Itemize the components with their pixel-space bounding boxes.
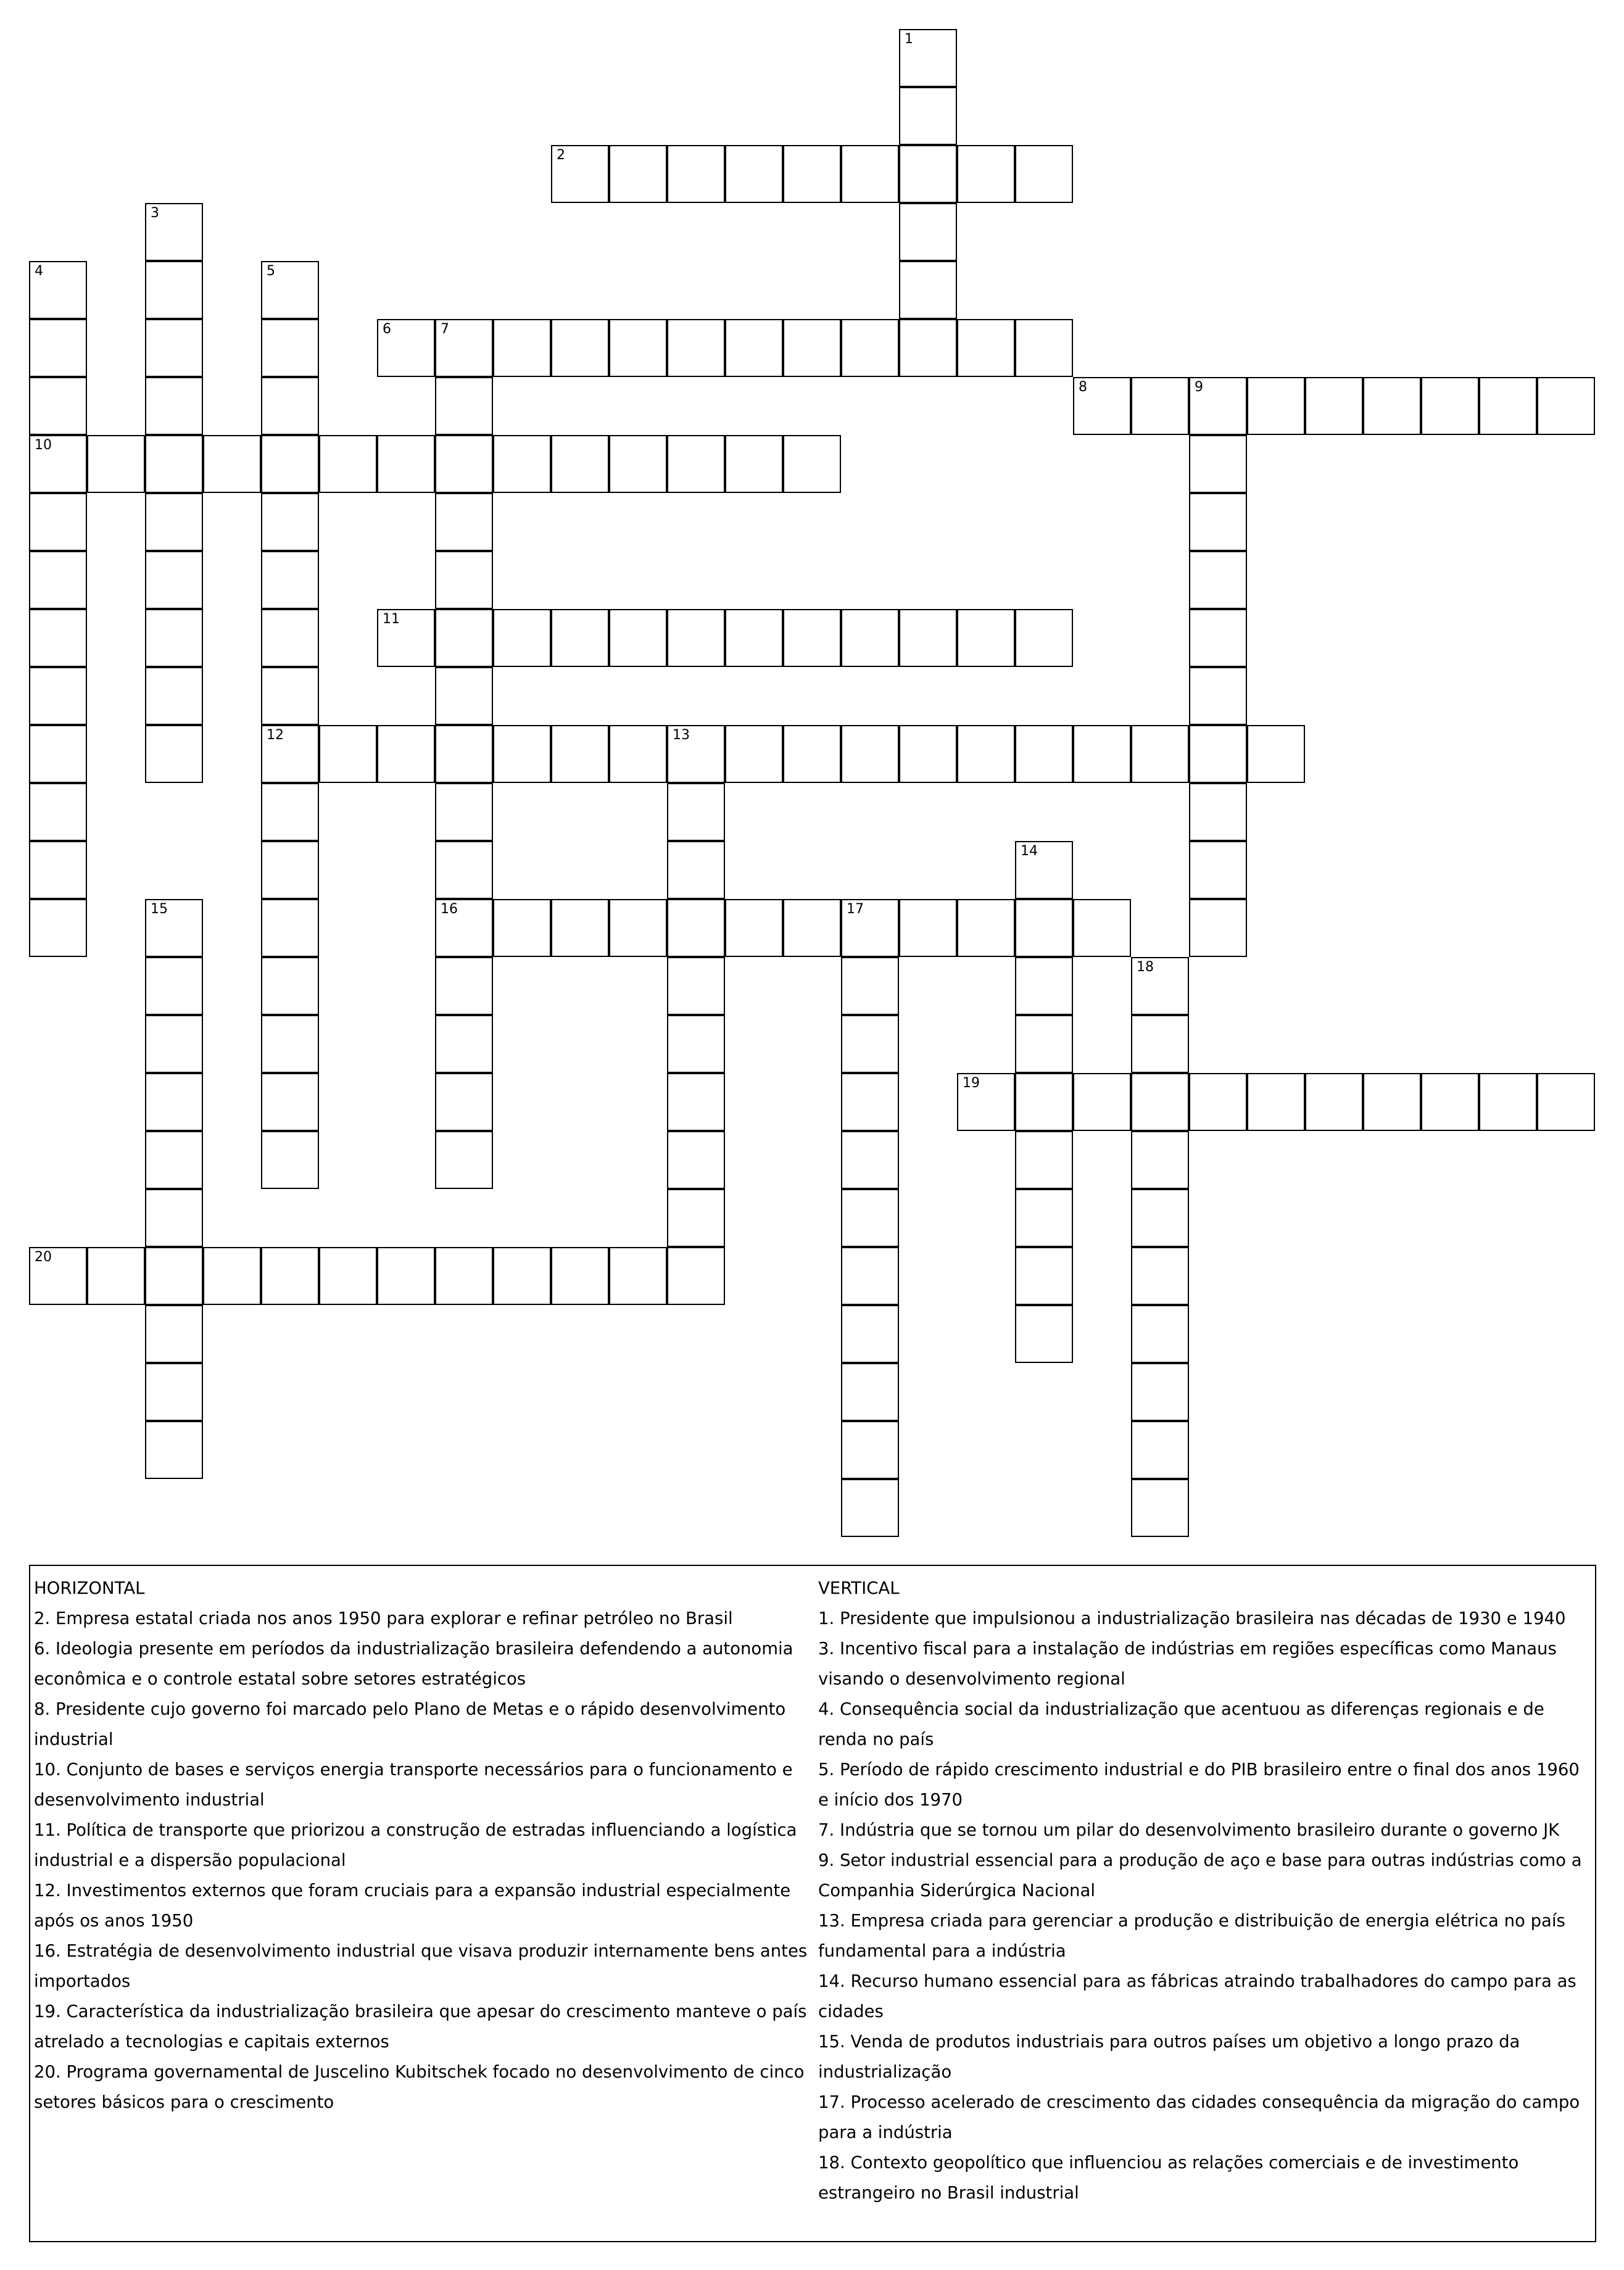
clue-number: 8 xyxy=(1079,379,1087,395)
crossword-cell[interactable] xyxy=(29,667,87,725)
crossword-cell[interactable] xyxy=(1131,1131,1189,1189)
crossword-cell[interactable] xyxy=(1015,1015,1073,1073)
crossword-cell[interactable] xyxy=(493,1247,551,1305)
crossword-cell[interactable] xyxy=(899,609,957,667)
crossword-cell[interactable] xyxy=(667,841,725,899)
clue-number: 3 xyxy=(151,205,159,221)
crossword-cell[interactable] xyxy=(29,377,87,435)
crossword-cell[interactable] xyxy=(1189,899,1247,957)
crossword-cell[interactable] xyxy=(841,1189,899,1247)
crossword-cell[interactable] xyxy=(203,1247,261,1305)
crossword-cell[interactable] xyxy=(1015,1305,1073,1363)
crossword-cell[interactable] xyxy=(261,1131,319,1189)
crossword-cell[interactable] xyxy=(435,1015,493,1073)
crossword-cell[interactable] xyxy=(957,725,1015,783)
crossword-cell[interactable] xyxy=(609,725,667,783)
crossword-cell[interactable] xyxy=(667,1247,725,1305)
crossword-cell[interactable] xyxy=(1015,957,1073,1015)
crossword-cell[interactable] xyxy=(725,609,783,667)
crossword-cell[interactable] xyxy=(899,319,957,377)
crossword-cell[interactable] xyxy=(1015,1189,1073,1247)
crossword-cell[interactable] xyxy=(841,1479,899,1537)
clue-v-13: 13. Empresa criada para gerenciar a produção e distribuição de energia elétrica no país fundamental para a indústria xyxy=(818,1911,1565,1961)
crossword-cell[interactable] xyxy=(435,725,493,783)
clue-h-10: 10. Conjunto de bases e serviços energia transporte necessários para o funcionamento e desenvolvimento industrial xyxy=(34,1760,793,1810)
clue-number: 5 xyxy=(267,263,275,279)
crossword-cell[interactable] xyxy=(145,1305,203,1363)
crossword-cell[interactable] xyxy=(435,783,493,841)
crossword-cell[interactable] xyxy=(261,551,319,609)
crossword-cell[interactable] xyxy=(841,609,899,667)
crossword-cell-2[interactable] xyxy=(551,145,609,203)
clue-number: 18 xyxy=(1137,959,1154,975)
crossword-cell[interactable] xyxy=(145,1247,203,1305)
crossword-cell[interactable] xyxy=(261,1247,319,1305)
clue-v-9: 9. Setor industrial essencial para a produção de aço e base para outras indústrias como a Companhia Siderúrgica Nacional xyxy=(818,1850,1582,1900)
crossword-cell-20[interactable] xyxy=(29,1247,87,1305)
clue-v-15: 15. Venda de produtos industriais para outros países um objetivo a longo prazo da industrialização xyxy=(818,2032,1520,2082)
crossword-cell[interactable] xyxy=(1479,1073,1537,1131)
horizontal-clues xyxy=(34,1573,814,2118)
crossword-cell[interactable] xyxy=(1131,725,1189,783)
crossword-cell-18[interactable] xyxy=(1131,957,1189,1015)
crossword-cell[interactable] xyxy=(493,725,551,783)
crossword-cell[interactable] xyxy=(145,551,203,609)
crossword-cell[interactable] xyxy=(145,377,203,435)
clue-number: 11 xyxy=(383,611,400,627)
vertical-clues xyxy=(818,1573,1594,2208)
crossword-cell[interactable] xyxy=(841,1363,899,1421)
crossword-cell[interactable] xyxy=(261,609,319,667)
crossword-cell[interactable] xyxy=(1073,1073,1131,1131)
crossword-cell-3[interactable] xyxy=(145,203,203,261)
crossword-cell[interactable] xyxy=(1189,667,1247,725)
crossword-cell[interactable] xyxy=(1189,551,1247,609)
crossword-cell[interactable] xyxy=(667,1189,725,1247)
crossword-cell[interactable] xyxy=(29,783,87,841)
clue-v-4: 4. Consequência social da industrialização que acentuou as diferenças regionais e de renda no país xyxy=(818,1699,1544,1749)
crossword-cell[interactable] xyxy=(493,609,551,667)
clue-number: 2 xyxy=(557,147,565,163)
crossword-cell-7[interactable] xyxy=(435,319,493,377)
clue-number: 7 xyxy=(441,321,449,337)
crossword-cell[interactable] xyxy=(667,1131,725,1189)
crossword-cell[interactable] xyxy=(435,609,493,667)
crossword-cell[interactable] xyxy=(29,725,87,783)
crossword-cell[interactable] xyxy=(1305,377,1363,435)
crossword-cell[interactable] xyxy=(435,667,493,725)
crossword-cell[interactable] xyxy=(667,899,725,957)
clue-v-17: 17. Processo acelerado de crescimento das cidades consequência da migração do campo para a indústria xyxy=(818,2092,1580,2142)
crossword-cell[interactable] xyxy=(261,783,319,841)
crossword-cell-5[interactable] xyxy=(261,261,319,319)
crossword-cell[interactable] xyxy=(435,1131,493,1189)
crossword-cell[interactable] xyxy=(899,203,957,261)
clue-number: 6 xyxy=(383,321,391,337)
crossword-cell[interactable] xyxy=(203,435,261,493)
crossword-cell[interactable] xyxy=(551,899,609,957)
crossword-cell[interactable] xyxy=(145,609,203,667)
crossword-cell[interactable] xyxy=(551,609,609,667)
crossword-cell[interactable] xyxy=(899,87,957,145)
crossword-cell[interactable] xyxy=(899,725,957,783)
clue-h-16: 16. Estratégia de desenvolvimento industrial que visava produzir internamente bens antes importados xyxy=(34,1941,808,1991)
crossword-cell[interactable] xyxy=(145,435,203,493)
crossword-cell[interactable] xyxy=(1421,377,1479,435)
crossword-cell[interactable] xyxy=(783,609,841,667)
crossword-cell[interactable] xyxy=(899,261,957,319)
clue-h-11: 11. Política de transporte que priorizou a construção de estradas influenciando a logística industrial e a dispersão populacional xyxy=(34,1820,797,1870)
clue-h-12: 12. Investimentos externos que foram cruciais para a expansão industrial especialmente após os anos 1950 xyxy=(34,1881,791,1931)
crossword-cell-8[interactable] xyxy=(1073,377,1131,435)
crossword-cell[interactable] xyxy=(435,551,493,609)
crossword-cell[interactable] xyxy=(1131,1421,1189,1479)
crossword-cell[interactable] xyxy=(1189,725,1247,783)
clue-number: 9 xyxy=(1195,379,1203,395)
crossword-cell[interactable] xyxy=(1015,1073,1073,1131)
crossword-cell[interactable] xyxy=(899,899,957,957)
crossword-cell[interactable] xyxy=(145,1073,203,1131)
crossword-cell-12[interactable] xyxy=(261,725,319,783)
crossword-cell[interactable] xyxy=(1015,1247,1073,1305)
crossword-cell[interactable] xyxy=(261,319,319,377)
clue-number: 14 xyxy=(1021,843,1038,859)
crossword-cell[interactable] xyxy=(29,551,87,609)
crossword-cell[interactable] xyxy=(145,1421,203,1479)
clue-number: 17 xyxy=(847,901,864,917)
clue-h-19: 19. Característica da industrialização brasileira que apesar do crescimento manteve o país atrelado a tecnologias e capitais externos xyxy=(34,2002,807,2052)
crossword-cell[interactable] xyxy=(1363,1073,1421,1131)
crossword-cell[interactable] xyxy=(261,1073,319,1131)
clue-h-6: 6. Ideologia presente em períodos da industrialização brasileira defendendo a autonomia econômica e o controle estatal sobre setores estratégicos xyxy=(34,1639,793,1689)
crossword-cell[interactable] xyxy=(261,899,319,957)
crossword-cell[interactable] xyxy=(957,899,1015,957)
crossword-cell[interactable] xyxy=(87,1247,145,1305)
crossword-cell[interactable] xyxy=(29,319,87,377)
crossword-cell[interactable] xyxy=(609,1247,667,1305)
crossword-cell[interactable] xyxy=(841,1015,899,1073)
crossword-cell[interactable] xyxy=(145,957,203,1015)
clue-number: 4 xyxy=(35,263,43,279)
crossword-cell[interactable] xyxy=(667,1015,725,1073)
crossword-cell[interactable] xyxy=(1131,1015,1189,1073)
crossword-cell[interactable] xyxy=(261,957,319,1015)
crossword-cell[interactable] xyxy=(1189,609,1247,667)
clue-v-14: 14. Recurso humano essencial para as fábricas atraindo trabalhadores do campo para as cidades xyxy=(818,1971,1576,2021)
clue-v-1: 1. Presidente que impulsionou a industrialização brasileira nas décadas de 1930 e 1940 xyxy=(818,1609,1566,1628)
crossword-cell[interactable] xyxy=(1537,1073,1595,1131)
crossword-cell[interactable] xyxy=(319,435,377,493)
crossword-cell[interactable] xyxy=(261,377,319,435)
crossword-cell-14[interactable] xyxy=(1015,841,1073,899)
crossword-cell-16[interactable] xyxy=(435,899,493,957)
crossword-cell[interactable] xyxy=(841,1421,899,1479)
crossword-cell[interactable] xyxy=(1131,377,1189,435)
crossword-cell[interactable] xyxy=(1131,1305,1189,1363)
crossword-cell[interactable] xyxy=(609,145,667,203)
crossword-cell[interactable] xyxy=(1073,725,1131,783)
clue-box xyxy=(29,1565,1596,2242)
crossword-cell[interactable] xyxy=(1363,377,1421,435)
crossword-cell[interactable] xyxy=(1131,1073,1189,1131)
crossword-cell[interactable] xyxy=(841,319,899,377)
crossword-cell[interactable] xyxy=(261,841,319,899)
crossword-cell[interactable] xyxy=(725,899,783,957)
crossword-cell[interactable] xyxy=(841,1305,899,1363)
crossword-cell[interactable] xyxy=(29,609,87,667)
crossword-cell[interactable] xyxy=(1247,725,1305,783)
crossword-cell[interactable] xyxy=(1537,377,1595,435)
crossword-cell[interactable] xyxy=(1131,1189,1189,1247)
crossword-cell[interactable] xyxy=(435,841,493,899)
crossword-cell-4[interactable] xyxy=(29,261,87,319)
crossword-cell[interactable] xyxy=(1015,609,1073,667)
crossword-cell[interactable] xyxy=(87,435,145,493)
crossword-cell[interactable] xyxy=(435,377,493,435)
crossword-cell[interactable] xyxy=(261,667,319,725)
crossword-cell[interactable] xyxy=(1015,899,1073,957)
crossword-cell[interactable] xyxy=(261,493,319,551)
crossword-cell[interactable] xyxy=(1421,1073,1479,1131)
crossword-cell-9[interactable] xyxy=(1189,377,1247,435)
crossword-cell[interactable] xyxy=(145,667,203,725)
crossword-cell[interactable] xyxy=(435,493,493,551)
crossword-cell[interactable] xyxy=(1131,1363,1189,1421)
crossword-cell[interactable] xyxy=(493,899,551,957)
crossword-cell[interactable] xyxy=(609,319,667,377)
crossword-cell[interactable] xyxy=(957,145,1015,203)
crossword-cell[interactable] xyxy=(725,435,783,493)
clue-v-3: 3. Incentivo fiscal para a instalação de indústrias em regiões específicas como Manaus visando o desenvolvimento regional xyxy=(818,1639,1557,1689)
crossword-cell[interactable] xyxy=(435,957,493,1015)
crossword-cell[interactable] xyxy=(1015,319,1073,377)
crossword-cell[interactable] xyxy=(841,957,899,1015)
clue-number: 13 xyxy=(673,727,690,743)
crossword-cell[interactable] xyxy=(551,725,609,783)
crossword-cell[interactable] xyxy=(667,319,725,377)
crossword-cell[interactable] xyxy=(551,1247,609,1305)
crossword-cell[interactable] xyxy=(1479,377,1537,435)
crossword-cell[interactable] xyxy=(725,145,783,203)
crossword-cell[interactable] xyxy=(1131,1479,1189,1537)
crossword-cell-6[interactable] xyxy=(377,319,435,377)
crossword-cell[interactable] xyxy=(1015,145,1073,203)
crossword-cell[interactable] xyxy=(725,725,783,783)
crossword-cell[interactable] xyxy=(261,435,319,493)
crossword-cell[interactable] xyxy=(667,957,725,1015)
crossword-cell[interactable] xyxy=(667,1073,725,1131)
crossword-cell[interactable] xyxy=(1247,377,1305,435)
crossword-cell[interactable] xyxy=(609,899,667,957)
crossword-cell[interactable] xyxy=(145,1363,203,1421)
crossword-cell[interactable] xyxy=(1015,725,1073,783)
crossword-cell[interactable] xyxy=(725,319,783,377)
crossword-cell[interactable] xyxy=(551,319,609,377)
crossword-cell[interactable] xyxy=(261,1015,319,1073)
crossword-cell[interactable] xyxy=(841,1073,899,1131)
crossword-cell[interactable] xyxy=(145,1131,203,1189)
crossword-cell[interactable] xyxy=(493,319,551,377)
crossword-cell[interactable] xyxy=(435,1247,493,1305)
clue-v-7: 7. Indústria que se tornou um pilar do desenvolvimento brasileiro durante o governo JK xyxy=(818,1820,1560,1840)
crossword-cell[interactable] xyxy=(29,841,87,899)
crossword-cell[interactable] xyxy=(145,725,203,783)
crossword-cell[interactable] xyxy=(435,435,493,493)
crossword-cell[interactable] xyxy=(783,899,841,957)
crossword-cell[interactable] xyxy=(493,435,551,493)
crossword-cell[interactable] xyxy=(841,145,899,203)
crossword-cell[interactable] xyxy=(667,145,725,203)
crossword-cell[interactable] xyxy=(841,1247,899,1305)
crossword-cell[interactable] xyxy=(145,261,203,319)
crossword-cell[interactable] xyxy=(609,435,667,493)
crossword-cell[interactable] xyxy=(145,493,203,551)
clue-number: 12 xyxy=(267,727,284,743)
crossword-cell[interactable] xyxy=(1073,899,1131,957)
crossword-cell[interactable] xyxy=(667,609,725,667)
crossword-cell[interactable] xyxy=(377,1247,435,1305)
crossword-cell-10[interactable] xyxy=(29,435,87,493)
crossword-cell[interactable] xyxy=(377,435,435,493)
crossword-cell-17[interactable] xyxy=(841,899,899,957)
clue-h-20: 20. Programa governamental de Juscelino Kubitschek focado no desenvolvimento de cinco setores básicos para o crescimento xyxy=(34,2062,805,2112)
crossword-cell[interactable] xyxy=(1305,1073,1363,1131)
crossword-cell[interactable] xyxy=(1189,1073,1247,1131)
crossword-cell[interactable] xyxy=(609,609,667,667)
clue-h-2: 2. Empresa estatal criada nos anos 1950 para explorar e refinar petróleo no Brasil xyxy=(34,1609,733,1628)
crossword-cell[interactable] xyxy=(377,725,435,783)
clue-h-8: 8. Presidente cujo governo foi marcado pelo Plano de Metas e o rápido desenvolvimento industrial xyxy=(34,1699,786,1749)
crossword-cell[interactable] xyxy=(783,725,841,783)
crossword-cell-1[interactable] xyxy=(899,29,957,87)
crossword-cell[interactable] xyxy=(783,145,841,203)
crossword-cell[interactable] xyxy=(957,609,1015,667)
clue-number: 1 xyxy=(905,31,913,47)
crossword-cell[interactable] xyxy=(29,899,87,957)
crossword-cell[interactable] xyxy=(841,1131,899,1189)
crossword-cell[interactable] xyxy=(1247,1073,1305,1131)
crossword-cell[interactable] xyxy=(667,783,725,841)
vertical-title: VERTICAL xyxy=(818,1578,900,1598)
crossword-cell[interactable] xyxy=(1189,435,1247,493)
clue-number: 19 xyxy=(963,1075,980,1091)
crossword-cell[interactable] xyxy=(957,319,1015,377)
crossword-cell[interactable] xyxy=(783,435,841,493)
crossword-cell[interactable] xyxy=(145,1015,203,1073)
crossword-cell-13[interactable] xyxy=(667,725,725,783)
crossword-cell[interactable] xyxy=(1131,1247,1189,1305)
crossword-cell[interactable] xyxy=(1189,783,1247,841)
clue-number: 15 xyxy=(151,901,168,917)
clue-v-18: 18. Contexto geopolítico que influenciou as relações comerciais e de investimento estrangeiro no Brasil industrial xyxy=(818,2153,1519,2203)
crossword-cell[interactable] xyxy=(551,435,609,493)
clue-number: 10 xyxy=(35,437,52,453)
crossword-cell[interactable] xyxy=(319,1247,377,1305)
clue-v-5: 5. Período de rápido crescimento industrial e do PIB brasileiro entre o final dos anos 1960 e início dos 1970 xyxy=(818,1760,1580,1810)
crossword-cell[interactable] xyxy=(899,145,957,203)
crossword-cell-11[interactable] xyxy=(377,609,435,667)
crossword-cell[interactable] xyxy=(145,319,203,377)
crossword-cell[interactable] xyxy=(1189,841,1247,899)
crossword-cell[interactable] xyxy=(783,319,841,377)
crossword-cell[interactable] xyxy=(841,725,899,783)
crossword-cell[interactable] xyxy=(435,1073,493,1131)
crossword-cell[interactable] xyxy=(1015,1131,1073,1189)
clue-number: 20 xyxy=(35,1249,52,1265)
crossword-cell[interactable] xyxy=(667,435,725,493)
crossword-cell-19[interactable] xyxy=(957,1073,1015,1131)
clue-number: 16 xyxy=(441,901,458,917)
crossword-cell[interactable] xyxy=(145,1189,203,1247)
crossword-cell[interactable] xyxy=(1189,493,1247,551)
crossword-cell[interactable] xyxy=(319,725,377,783)
crossword-cell-15[interactable] xyxy=(145,899,203,957)
crossword-cell[interactable] xyxy=(29,493,87,551)
horizontal-title: HORIZONTAL xyxy=(34,1578,145,1598)
